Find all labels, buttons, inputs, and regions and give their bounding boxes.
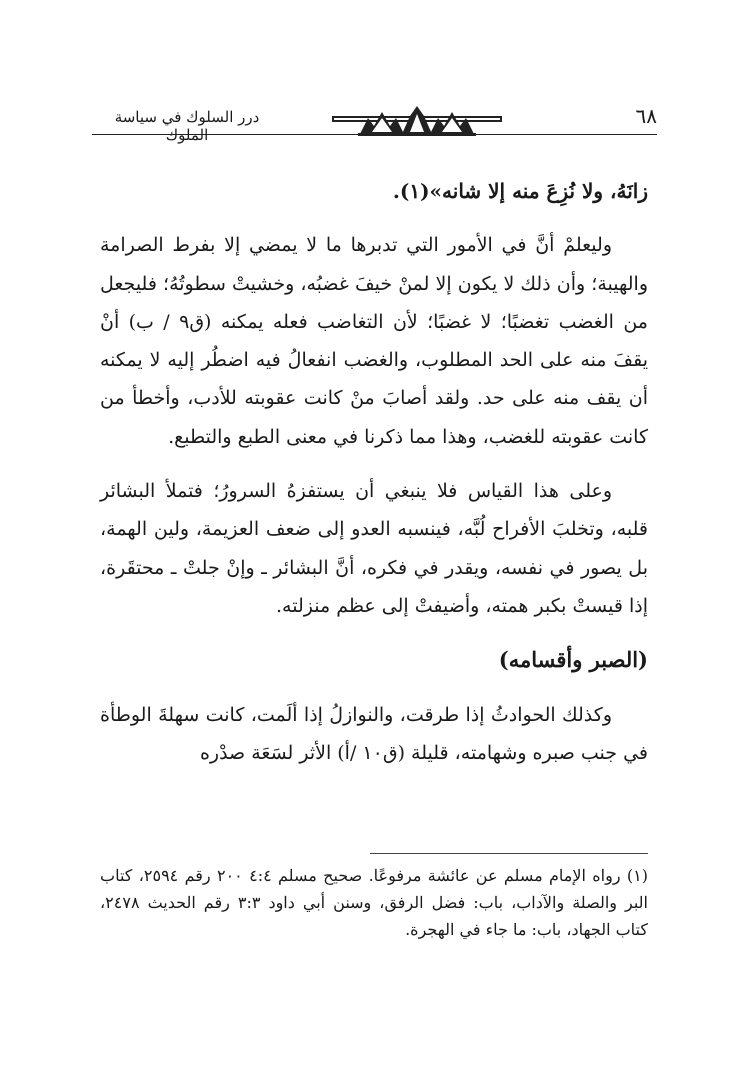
main-text xyxy=(100,172,648,788)
header-rule xyxy=(92,134,657,135)
crown-ornament-icon xyxy=(332,104,502,138)
paragraph: وعلى هذا القياس فلا ينبغي أن يستفزهُ السرورُ؛ فتملأ البشائر قلبه، وتخلبَ الأفراح لُبَّه، فينسبه العدو إلى ضعف العزيمة، ولين الهمة، بل يصور في نفسه، ويقدر في فكره، أنَّ البشائر ـ وإنْ جلتْ ـ محتقَرة، إذا قيستْ بكبر همته، وأضيفتْ إلى عظم منزلته. xyxy=(100,480,648,617)
paragraph: وليعلمْ أنَّ في الأمور التي تدبرها ما لا يمضي إلا بفرط الصرامة والهيبة؛ وأن ذلك لا يكون إلا لمنْ خيفَ غضبُه، وخشيتْ سطوتُهُ؛ فليجعل من الغضب تغضبًا؛ لا غضبًا؛ لأن التغاضب فعله يمكنه (ق٩ / ب) أنْ يقفَ منه على الحد المطلوب، والغضب انفعالُ فيه اضطُر إليه لا يمكنه أن يقف منه على حد. ولقد أصابَ منْ كانت عقوبته للأدب، وأخطأ من كانت عقوبته للغضب، وهذا مما ذكرنا في معنى الطبع والتطبع. xyxy=(100,234,648,448)
page-number: ٦٨ xyxy=(635,104,657,128)
opening-line: زانَهُ، ولا نُزِعَ منه إلا شانه»(١). xyxy=(392,179,648,203)
paragraph: وكذلك الحوادثُ إذا طرقت، والنوازلُ إذا ألَمت، كانت سهلةَ الوطأة في جنب صبره وشهامته، قليلة (ق١٠ /أ) الأثر لسَعَة صدْره xyxy=(100,703,648,764)
footnote-text: (١) رواه الإمام مسلم عن عائشة مرفوعًا. صحيح مسلم ٤:٤ ٢٠٠ رقم ٢٥٩٤، كتاب البر والصلة والآداب، باب: فضل الرفق، وسنن أبي داود ٣:٣ رقم الحديث ٢٤٧٨، كتاب الجهاد، باب: ما جاء في الهجرة. xyxy=(100,866,648,939)
page-header xyxy=(92,100,657,144)
section-heading: (الصبر وأقسامه) xyxy=(498,647,648,673)
footnote-rule xyxy=(370,853,648,854)
running-title: درر السلوك في سياسة الملوك xyxy=(114,108,260,144)
footnote xyxy=(100,862,648,943)
